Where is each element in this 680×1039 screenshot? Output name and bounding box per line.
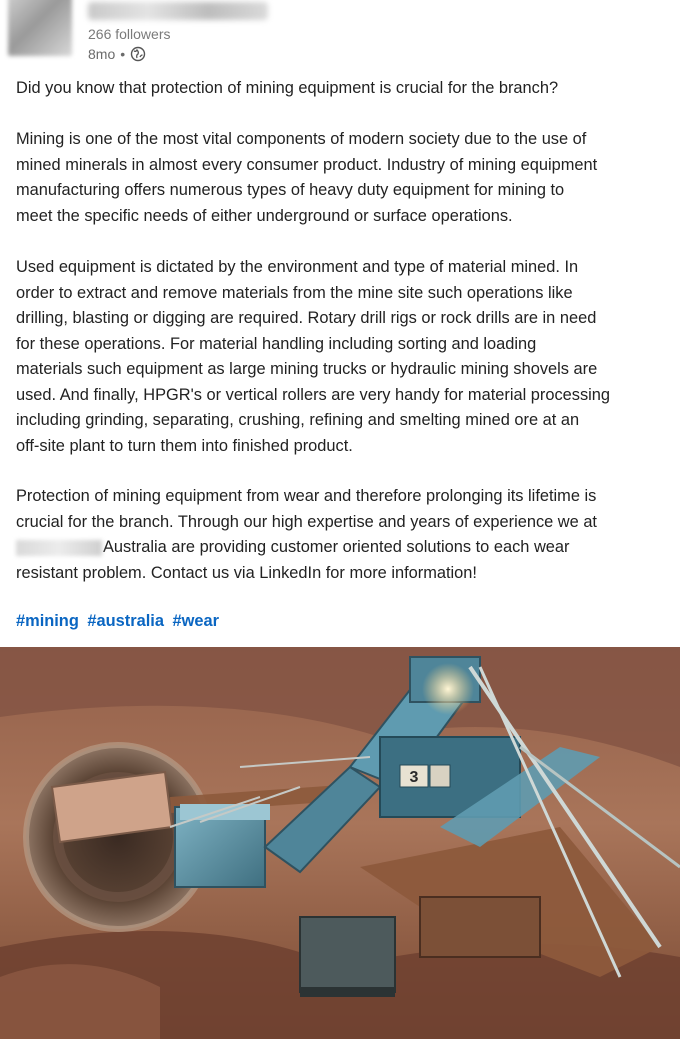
post-age: 8mo [88, 46, 116, 62]
text-fragment: Australia are providing customer oriented solutions to each wear [103, 538, 570, 556]
text-line: drilling, blasting or digging are required. Rotary drill rigs or rock drills are in need [16, 309, 597, 327]
post-image[interactable] [0, 647, 680, 1039]
post-paragraph-protection [16, 484, 666, 586]
follower-count: 266 followers [88, 26, 171, 42]
machine-number-label: 3 [409, 769, 419, 786]
meta-separator: • [120, 46, 126, 62]
bucket-wheel-excavator-photo [0, 647, 680, 1039]
author-avatar[interactable] [8, 0, 72, 56]
text-line: meet the specific needs of either underground or surface operations. [16, 206, 513, 225]
text-line: manufacturing offers numerous types of heavy duty equipment for mining to [16, 181, 565, 199]
post-meta [88, 46, 146, 62]
text-line: crucial for the branch. Through our high expertise and years of experience we at [16, 512, 597, 531]
text-line: materials such equipment as large mining trucks or hydraulic mining shovels are [16, 360, 598, 378]
hashtag-list [16, 612, 223, 631]
text-line: mined minerals in almost every consumer product. Industry of mining equipment [16, 155, 598, 174]
company-name-redacted [16, 540, 102, 556]
text-line: used. And finally, HPGR's or vertical rollers are very handy for material processing [16, 385, 611, 404]
text-line: for these operations. For material handling including sorting and loading [16, 334, 537, 353]
hashtag-mining[interactable]: #mining [16, 612, 79, 630]
author-name-redacted[interactable] [88, 2, 268, 20]
text-line: resistant problem. Contact us via LinkedIn for more information! [16, 563, 477, 582]
text-line: Protection of mining equipment from wear and therefore prolonging its lifetime is [16, 487, 597, 505]
post-header [0, 0, 680, 72]
hashtag-australia[interactable]: #australia [87, 612, 164, 630]
text-line: order to extract and remove materials from the mine site such operations like [16, 283, 573, 302]
post-paragraph-intro [16, 76, 666, 102]
hashtag-wear[interactable]: #wear [172, 612, 219, 630]
crawler-track [300, 917, 395, 992]
post-paragraph-equipment [16, 255, 666, 459]
globe-icon [130, 46, 146, 62]
text-line: including grinding, separating, crushing, refining and smelting mined ore at an [16, 411, 580, 429]
text-line: Did you know that protection of mining equipment is crucial for the branch? [16, 79, 559, 97]
text-line: Used equipment is dictated by the environment and type of material mined. In [16, 258, 579, 276]
post-paragraph-mining [16, 127, 666, 229]
text-line-with-redaction [16, 535, 666, 561]
text-line: off-site plant to turn them into finished product. [16, 436, 353, 455]
text-line: Mining is one of the most vital components of modern society due to the use of [16, 130, 587, 148]
